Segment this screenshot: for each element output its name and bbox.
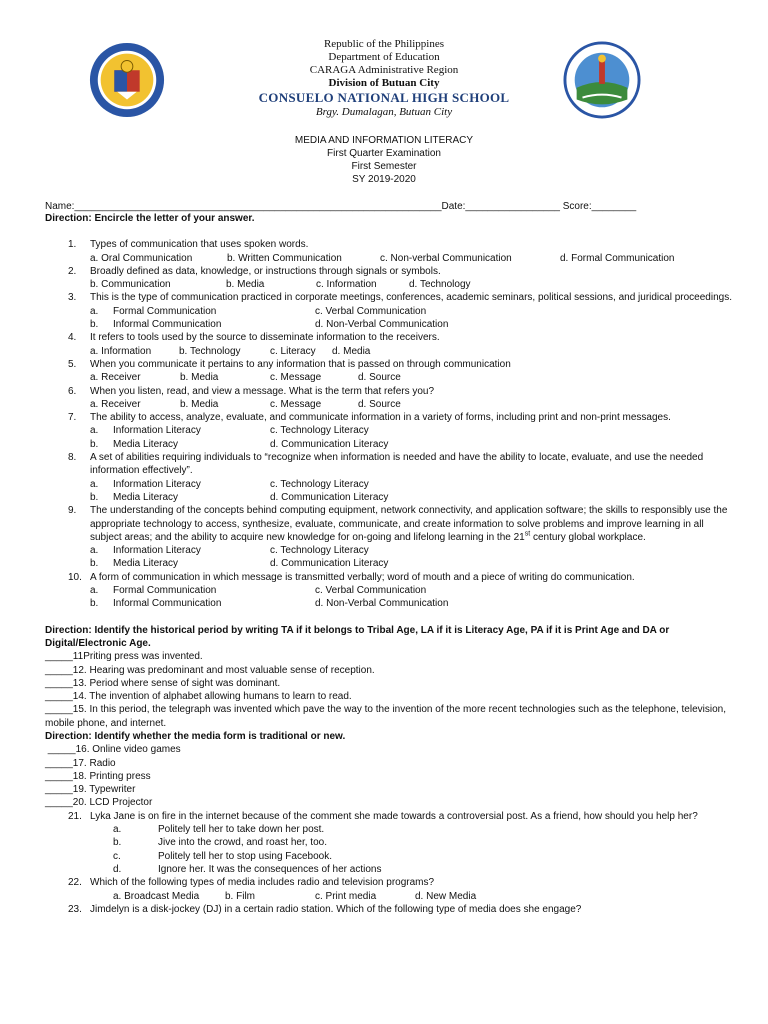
choices-row xyxy=(45,278,735,291)
question-9 xyxy=(45,504,735,544)
choice-b: Informal Communication xyxy=(113,598,222,610)
choices-row xyxy=(45,890,735,903)
question-number: 23. xyxy=(68,903,82,915)
question-text: It refers to tools used by the source to disseminate information to the receivers. xyxy=(90,332,440,344)
choice-b: Media Literacy xyxy=(113,438,179,450)
question-10 xyxy=(45,571,735,584)
choices-row xyxy=(45,252,735,265)
choice-d: d. Source xyxy=(358,398,401,410)
question-text: The ability to access, analyze, evaluate, and communicate information in a variety of forms, including print and non-print messages. xyxy=(90,412,671,424)
question-text: A form of communication in which message is transmitted verbally; word of mouth and a piece of writing do communication. xyxy=(90,571,635,583)
question-number: 22. xyxy=(68,877,82,889)
question-1 xyxy=(45,238,735,251)
item-14: _____14. The invention of alphabet allowing humans to learn to read. xyxy=(45,691,352,703)
choice-b: b. Technology xyxy=(179,345,241,357)
question-number: 8. xyxy=(68,452,77,464)
item-16: _____16. Online video games xyxy=(45,744,181,756)
question-7 xyxy=(45,411,735,424)
direction-1: Direction: Encircle the letter of your answer. xyxy=(45,213,255,224)
choice-b: Media Literacy xyxy=(113,491,179,503)
choice-b: b. Media xyxy=(180,372,219,384)
choice-a: Information Literacy xyxy=(113,545,201,557)
letterhead xyxy=(0,38,768,119)
choice-a: a. Receiver xyxy=(90,398,141,410)
question-text: This is the type of communication practiced in corporate meetings, conferences, academic seminars, political sessions, and juridical proceedings. xyxy=(90,292,732,304)
question-number: 6. xyxy=(68,385,77,397)
choice-b: b. Film xyxy=(225,890,255,902)
choices-row xyxy=(45,345,735,358)
choice-c: c. Politely tell her to stop using Facebook. xyxy=(113,850,332,862)
choice-a: a. Information xyxy=(90,345,152,357)
choices-row: a. Formal Communication c. Verbal Communication xyxy=(90,305,427,317)
choices-row: b. Informal Communication d. Non-Verbal Communication xyxy=(90,319,449,331)
item-13: _____13. Period where sense of sight was dominant. xyxy=(45,677,281,689)
question-text: Lyka Jane is on fire in the internet because of the comment she made towards a controversial post. As a friend, how should you help her? xyxy=(90,810,698,822)
direction-3: Direction: Identify whether the media form is traditional or new. xyxy=(45,730,346,742)
choices-row: a. Formal Communication c. Verbal Communication xyxy=(90,585,427,597)
choice-d: d. New Media xyxy=(415,890,477,902)
question-21 xyxy=(45,810,735,823)
choice-c: c. Message xyxy=(270,372,322,384)
question-number: 5. xyxy=(68,358,77,370)
choice-d: d. Formal Communication xyxy=(560,252,675,264)
question-23 xyxy=(45,903,735,916)
choices-row xyxy=(45,371,735,384)
choice-d: d. Communication Literacy xyxy=(270,491,389,503)
semester: First Semester xyxy=(351,161,417,172)
question-text: Which of the following types of media includes radio and television programs? xyxy=(90,877,435,889)
question-text: When you listen, read, and view a message. What is the term that refers you? xyxy=(90,385,435,397)
school-address: Brgy. Dumalagan, Butuan City xyxy=(315,106,453,118)
exam-content xyxy=(45,212,735,916)
choice-b: b. Media xyxy=(180,398,219,410)
question-4 xyxy=(45,331,735,344)
choice-a: a. Broadcast Media xyxy=(113,890,200,902)
choice-d: d. Non-Verbal Communication xyxy=(315,598,449,610)
question-3 xyxy=(45,291,735,304)
choice-d: d. Source xyxy=(358,372,401,384)
choice-d: d. Communication Literacy xyxy=(270,558,389,570)
question-text: Broadly defined as data, knowledge, or instructions through signals or symbols. xyxy=(90,265,441,277)
question-number: 3. xyxy=(68,292,77,304)
question-text: When you communicate it pertains to any information that is passed on through communication xyxy=(90,358,511,370)
choice-d: d. Communication Literacy xyxy=(270,438,389,450)
choices-row: b. Informal Communication d. Non-Verbal Communication xyxy=(90,598,449,610)
question-5 xyxy=(45,358,735,371)
question-text-end: century global workplace. xyxy=(530,531,646,543)
choice-a: a. Oral Communication xyxy=(90,252,193,264)
item-15: _____15. In this period, the telegraph was invented which pave the way to the invention of the more recent technologies such as the telephone, television, mobile phone, and internet. xyxy=(45,704,726,729)
choice-c: c. Technology Literacy xyxy=(270,425,369,437)
question-number: 9. xyxy=(68,505,77,517)
item-19: _____19. Typewriter xyxy=(45,784,136,796)
question-number: 7. xyxy=(68,412,77,424)
choices-row: a. Information Literacy c. Technology Literacy xyxy=(90,545,369,557)
choices-row: b. Media Literacy d. Communication Literacy xyxy=(90,491,389,503)
choice-d: d. Ignore her. It was the consequences of her actions xyxy=(113,863,382,875)
choice-d: d. Media xyxy=(332,345,371,357)
subject-title: MEDIA AND INFORMATION LITERACY xyxy=(294,135,474,146)
choices-row: a. Information Literacy c. Technology Literacy xyxy=(90,478,369,490)
exam-title xyxy=(0,134,768,186)
question-text: A set of abilities requiring individuals to “recognize when information is needed and have the ability to locate, evaluate, and use the needed information effectively”. xyxy=(90,452,704,477)
question-number: 1. xyxy=(68,239,77,251)
direction-2: Direction: Identify the historical period by writing TA if it belongs to Tribal Age, LA if it is Literacy Age, PA if it is Print Age and DA or Digital/Electronic Age. xyxy=(45,624,670,649)
choice-c: c. Technology Literacy xyxy=(270,478,369,490)
item-20: _____20. LCD Projector xyxy=(45,797,153,809)
choice-c: c. Non-verbal Communication xyxy=(380,252,512,264)
item-12: _____12. Hearing was predominant and most valuable sense of reception. xyxy=(45,664,375,676)
choice-c: c. Information xyxy=(316,279,377,291)
item-18: _____18. Printing press xyxy=(45,770,151,782)
choice-a: Formal Communication xyxy=(113,305,217,317)
choice-d: d. Non-Verbal Communication xyxy=(315,319,449,331)
question-text: The understanding of the concepts behind computing equipment, network connectivity, and application software; the skills to responsibly use the appropriate technology to access, synthesize, evaluate, communicate, and create information to solve problems and improve learning in all subject areas; and the ability to acquire new knowledge for on-going and lifelong learning in the 21 xyxy=(90,505,728,543)
choice-c: c. Message xyxy=(270,398,322,410)
choice-c: c. Verbal Communication xyxy=(315,585,427,597)
choice-a: b. Communication xyxy=(90,279,171,291)
question-2 xyxy=(45,265,735,278)
choice-b: b. Media xyxy=(226,279,265,291)
question-6 xyxy=(45,385,735,398)
item-17: _____17. Radio xyxy=(45,757,116,769)
choice-a: Formal Communication xyxy=(113,585,217,597)
exam-name: First Quarter Examination xyxy=(327,148,441,159)
choice-c: c. Technology Literacy xyxy=(270,545,369,557)
choice-c: c. Print media xyxy=(315,890,377,902)
question-text: Jimdelyn is a disk-jockey (DJ) in a certain radio station. Which of the following type of media does she engage? xyxy=(90,903,582,915)
name-date-score-line: Name:__________________________________________________________________Date:_________________ Score:________ xyxy=(45,201,637,212)
choices-row: b. Media Literacy d. Communication Literacy xyxy=(90,438,389,450)
question-8 xyxy=(45,451,735,478)
republic-line: Republic of the Philippines xyxy=(323,38,445,50)
choice-d: d. Technology xyxy=(409,279,471,291)
question-number: 10. xyxy=(68,571,82,583)
choice-a: a. Receiver xyxy=(90,372,141,384)
choices-row: a. Information Literacy c. Technology Literacy xyxy=(90,425,369,437)
choice-a: a. Politely tell her to take down her post. xyxy=(113,824,325,836)
school-name: CONSUELO NATIONAL HIGH SCHOOL xyxy=(258,90,510,105)
deped-line: Department of Education xyxy=(328,51,440,63)
choice-b: Media Literacy xyxy=(113,558,179,570)
choice-b: b. Jive into the crowd, and roast her, too. xyxy=(113,837,327,849)
question-text: Types of communication that uses spoken words. xyxy=(90,239,309,251)
choice-c: c. Literacy xyxy=(270,345,316,357)
choice-b: Informal Communication xyxy=(113,319,222,331)
question-number: 2. xyxy=(68,265,77,277)
question-22 xyxy=(45,876,735,889)
region-line: CARAGA Administrative Region xyxy=(309,64,459,76)
question-number: 21. xyxy=(68,810,82,822)
division-line: Division of Butuan City xyxy=(328,77,440,89)
choice-a: Information Literacy xyxy=(113,425,201,437)
choice-a: Information Literacy xyxy=(113,478,201,490)
choices-row xyxy=(45,398,735,411)
item-11: _____11Priting press was invented. xyxy=(45,651,203,663)
question-number: 4. xyxy=(68,332,77,344)
choice-b: b. Written Communication xyxy=(227,252,342,264)
choice-c: c. Verbal Communication xyxy=(315,305,427,317)
superscript: st xyxy=(524,530,531,538)
school-year: SY 2019-2020 xyxy=(352,174,416,185)
choices-row: b. Media Literacy d. Communication Literacy xyxy=(90,558,389,570)
